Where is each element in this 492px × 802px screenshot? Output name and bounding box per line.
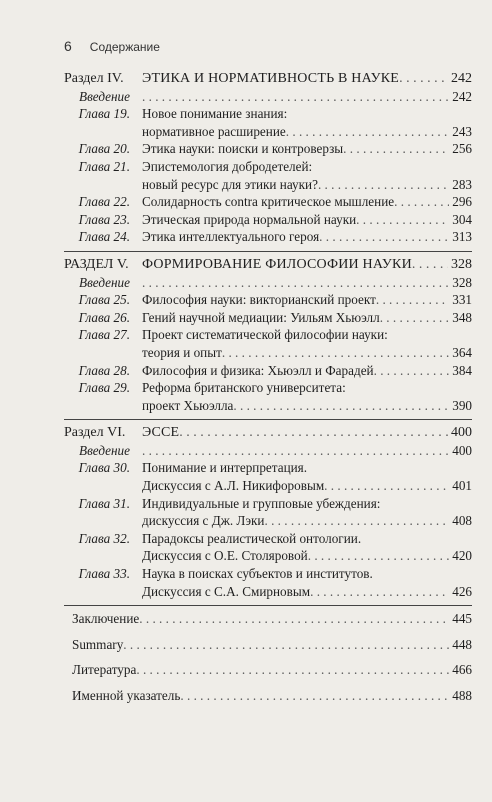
page-ref: 400 xyxy=(451,425,472,441)
entry-body xyxy=(142,547,472,565)
dot-leader xyxy=(318,176,449,194)
chapter-label: Глава 32. xyxy=(78,530,130,546)
entry-title: Проект систематической философии науки: xyxy=(142,327,388,343)
entry-title: Наука в поисках субъектов и институтов. xyxy=(142,566,373,582)
chapter-label: Глава 20. xyxy=(78,141,130,157)
entry-body xyxy=(142,397,472,415)
toc-entry-line xyxy=(64,547,472,565)
entry-body xyxy=(142,193,472,211)
dot-leader xyxy=(142,88,449,106)
toc-entry-line xyxy=(64,565,472,583)
chapter-label: Введение xyxy=(79,274,130,290)
entry-body xyxy=(142,565,472,583)
section-label: Раздел VI. xyxy=(64,425,126,441)
entry-title: Парадоксы реалистической онтологии. xyxy=(142,530,362,546)
entry-title: Литература xyxy=(72,662,137,678)
entry-title: новый ресурс для этики науки? xyxy=(142,176,318,192)
entry-body xyxy=(142,459,472,477)
toc-entry-line xyxy=(64,530,472,548)
dot-leader xyxy=(394,193,449,211)
entry-body xyxy=(72,687,472,705)
section-title: ЭТИКА И НОРМАТИВНОСТЬ В НАУКЕ xyxy=(142,71,400,86)
toc-entry-line xyxy=(64,583,472,601)
entry-title: Солидарность contra критическое мышление xyxy=(142,194,395,210)
section-label: РАЗДЕЛ V. xyxy=(64,256,129,272)
dot-leader xyxy=(179,424,448,442)
table-of-contents xyxy=(64,70,472,705)
chapter-label: Глава 33. xyxy=(78,566,130,582)
entry-title: Философия науки: викторианский проект xyxy=(142,292,376,308)
section-heading xyxy=(64,256,472,274)
chapter-label: Глава 24. xyxy=(78,229,130,245)
dot-leader xyxy=(374,362,450,380)
dot-leader xyxy=(380,309,450,327)
toc-entry-line xyxy=(64,140,472,158)
section-divider xyxy=(64,251,472,252)
section-heading xyxy=(64,70,472,88)
toc-entry-line xyxy=(64,379,472,397)
page-ref: 408 xyxy=(452,513,472,529)
toc-entry-line xyxy=(64,193,472,211)
entry-body xyxy=(142,442,472,460)
entry-body xyxy=(142,512,472,530)
entry-title: Дискуссия с О.Е. Столяровой xyxy=(142,548,308,564)
page-ref: 331 xyxy=(452,292,472,308)
entry-body xyxy=(142,309,472,327)
section-label: Раздел IV. xyxy=(64,71,124,86)
entry-body xyxy=(142,228,472,246)
toc-entry-line xyxy=(64,228,472,246)
entry-body xyxy=(142,256,472,274)
dot-leader xyxy=(222,344,449,362)
page-number: 6 xyxy=(64,38,72,54)
toc-entry-line xyxy=(64,105,472,123)
dot-leader xyxy=(324,477,449,495)
entry-title: Дискуссия с А.Л. Никифоровым xyxy=(142,478,325,494)
page-ref: 348 xyxy=(452,309,472,325)
dot-leader xyxy=(412,256,448,274)
page-ref: 364 xyxy=(452,344,472,360)
toc-entry-line xyxy=(64,495,472,513)
spacer xyxy=(64,653,472,661)
entry-title: дискуссия с Дж. Лэки xyxy=(142,513,265,529)
entry-body xyxy=(142,140,472,158)
page-ref: 283 xyxy=(452,176,472,192)
page-ref: 390 xyxy=(452,397,472,413)
toc-entry-line xyxy=(64,636,472,654)
entry-title: Этическая природа нормальной науки xyxy=(142,211,357,227)
chapter-label: Глава 29. xyxy=(78,380,130,396)
toc-entry-line xyxy=(64,326,472,344)
back-matter-divider xyxy=(64,605,472,606)
page-ref: 304 xyxy=(452,211,472,227)
page-ref: 400 xyxy=(452,442,472,458)
toc-entry-line xyxy=(64,687,472,705)
entry-title: Этика интеллектуального героя xyxy=(142,229,320,245)
dot-leader xyxy=(308,547,450,565)
chapter-label: Глава 21. xyxy=(78,158,130,174)
entry-title: Этика науки: поиски и контроверзы xyxy=(142,141,344,157)
toc-entry-line xyxy=(64,123,472,141)
page-ref: 313 xyxy=(452,229,472,245)
dot-leader xyxy=(310,583,449,601)
chapter-label: Глава 25. xyxy=(78,292,130,308)
dot-leader xyxy=(180,687,449,705)
page-ref: 401 xyxy=(452,478,472,494)
entry-body xyxy=(142,291,472,309)
page-ref: 328 xyxy=(452,274,472,290)
entry-body xyxy=(142,362,472,380)
dot-leader xyxy=(343,140,449,158)
page-ref: 420 xyxy=(452,548,472,564)
toc-entry-line xyxy=(64,344,472,362)
chapter-label: Введение xyxy=(79,442,130,458)
running-head xyxy=(64,38,160,54)
page-ref: 466 xyxy=(452,662,472,678)
toc-entry-line xyxy=(64,459,472,477)
dot-leader xyxy=(399,70,448,88)
dot-leader xyxy=(233,397,449,415)
page-ref: 445 xyxy=(452,611,472,627)
section-divider xyxy=(64,419,472,420)
chapter-label: Глава 19. xyxy=(78,106,130,122)
dot-leader xyxy=(356,211,449,229)
toc-entry-line xyxy=(64,88,472,106)
entry-title: проект Хьюэлла xyxy=(142,397,234,413)
dot-leader xyxy=(142,274,449,292)
entry-body xyxy=(142,477,472,495)
page-ref: 242 xyxy=(452,88,472,104)
entry-body xyxy=(72,661,472,679)
dot-leader xyxy=(319,228,449,246)
chapter-label: Глава 26. xyxy=(78,309,130,325)
entry-title: Философия и физика: Хьюэлл и Фарадей xyxy=(142,362,374,378)
entry-title: Гений научной медиации: Уильям Хьюэлл xyxy=(142,309,380,325)
dot-leader xyxy=(376,291,449,309)
page-ref: 296 xyxy=(452,194,472,210)
dot-leader xyxy=(139,610,449,628)
chapter-label: Глава 30. xyxy=(78,460,130,476)
toc-entry-line xyxy=(64,610,472,628)
entry-body xyxy=(142,70,472,88)
entry-title: Реформа британского университета: xyxy=(142,380,346,396)
entry-body xyxy=(142,424,472,442)
toc-entry-line xyxy=(64,211,472,229)
entry-title: Дискуссия с С.А. Смирновым xyxy=(142,583,311,599)
entry-body xyxy=(72,636,472,654)
toc-entry-line xyxy=(64,661,472,679)
entry-body xyxy=(142,211,472,229)
spacer xyxy=(64,628,472,636)
toc-entry-line xyxy=(64,397,472,415)
toc-entry-line xyxy=(64,362,472,380)
entry-body xyxy=(142,530,472,548)
toc-entry-line xyxy=(64,442,472,460)
toc-entry-line xyxy=(64,477,472,495)
page-ref: 448 xyxy=(452,636,472,652)
entry-title: Заключение xyxy=(72,611,140,627)
entry-title: нормативное расширение xyxy=(142,123,286,139)
toc-entry-line xyxy=(64,274,472,292)
toc-entry-line xyxy=(64,158,472,176)
entry-body xyxy=(142,326,472,344)
entry-body xyxy=(142,379,472,397)
toc-entry-line xyxy=(64,512,472,530)
entry-body xyxy=(142,105,472,123)
entry-body xyxy=(142,123,472,141)
page-ref: 426 xyxy=(452,583,472,599)
entry-title: Новое понимание знания: xyxy=(142,106,288,122)
toc-entry-line xyxy=(64,309,472,327)
entry-title: Summary xyxy=(72,636,124,652)
dot-leader xyxy=(286,123,449,141)
toc-entry-line xyxy=(64,291,472,309)
entry-body xyxy=(142,495,472,513)
entry-title: Именной указатель xyxy=(72,688,181,703)
dot-leader xyxy=(264,512,449,530)
page-ref: 384 xyxy=(452,362,472,378)
dot-leader xyxy=(136,661,449,679)
toc-entry-line xyxy=(64,176,472,194)
dot-leader xyxy=(123,636,449,654)
entry-title: Индивидуальные и групповые убеждения: xyxy=(142,495,381,511)
chapter-label: Глава 27. xyxy=(78,327,130,343)
entry-body xyxy=(142,176,472,194)
entry-title: Понимание и интерпретация. xyxy=(142,460,308,476)
chapter-label: Глава 22. xyxy=(78,194,130,210)
entry-body xyxy=(142,88,472,106)
entry-title: теория и опыт xyxy=(142,344,222,360)
entry-title: Эпистемология добродетелей: xyxy=(142,158,313,174)
page-ref: 242 xyxy=(451,71,472,86)
page-ref: 243 xyxy=(452,123,472,139)
chapter-label: Глава 31. xyxy=(78,495,130,511)
entry-body xyxy=(72,610,472,628)
entry-body xyxy=(142,344,472,362)
entry-body xyxy=(142,158,472,176)
chapter-label: Глава 23. xyxy=(78,211,130,227)
page-ref: 488 xyxy=(452,688,472,703)
page-ref: 256 xyxy=(452,141,472,157)
section-title: ФОРМИРОВАНИЕ ФИЛОСОФИИ НАУКИ xyxy=(142,256,412,272)
chapter-label: Глава 28. xyxy=(78,362,130,378)
spacer xyxy=(64,679,472,687)
dot-leader xyxy=(142,442,449,460)
section-heading xyxy=(64,424,472,442)
entry-body xyxy=(142,583,472,601)
entry-body xyxy=(142,274,472,292)
page-ref: 328 xyxy=(451,256,472,272)
section-title: ЭССЕ xyxy=(142,425,180,441)
chapter-label: Введение xyxy=(79,88,130,104)
running-title: Содержание xyxy=(89,40,160,54)
